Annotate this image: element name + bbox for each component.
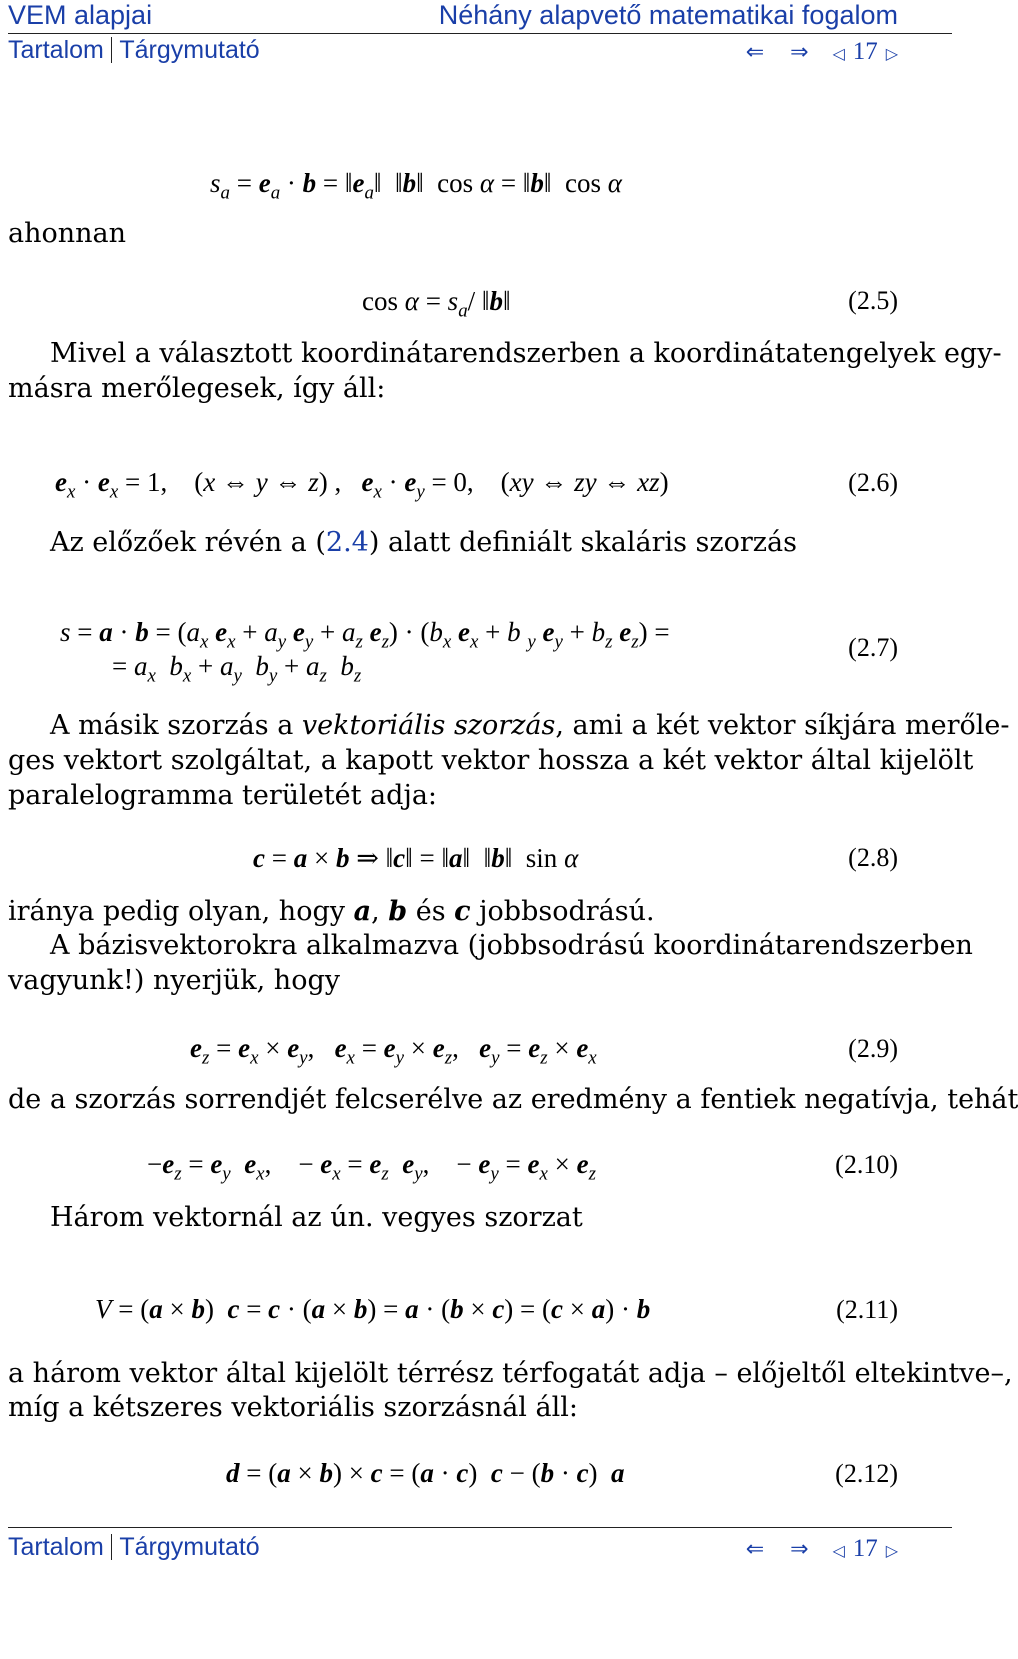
equation-negative-basis: $-e_z = e_y$ $e_x$, − $e_x = e_z$ $e_y$, − $e_y = e_x \times e_z$ [147,1149,596,1185]
contents-link-bottom[interactable]: Tartalom [8,1533,104,1561]
paragraph-triple-product: Három vektornál az ún. vegyes szorzat [50,1202,583,1233]
index-link-bottom[interactable]: Tárgymutató [119,1533,260,1561]
equation-scalar-expansion-line2: = $a_x$ $b_x + a_y$ $b_y + a_z$ $b_z$ [112,651,362,687]
top-nav-links [8,36,260,65]
footer-rule [8,1527,952,1528]
paragraph-order-swap: de a szorzás sorrendjét felcserélve az eredmény a fentiek negatívja, tehát [8,1084,1018,1115]
paragraph-right-handed: iránya pedig olyan, hogy a, b és c jobbsodrású. [8,896,655,927]
paragraph-right-handed-post: jobbsodrású. [470,896,655,927]
equation-number-2-10: (2.10) [835,1150,898,1179]
top-nav-arrows [746,36,898,66]
equation-number-2-6: (2.6) [848,468,898,497]
equation-number-2-12: (2.12) [835,1459,898,1488]
back-arrow-icon-bottom[interactable]: ⇐ [745,1537,765,1562]
paragraph-volume: a három vektor által kijelölt térrész térfogatát adja – előjeltől eltekintve–, [8,1358,1013,1389]
prev-page-icon-bottom[interactable]: ◁ [832,1541,845,1560]
header-rule [8,33,952,34]
paragraph-cross-product [50,708,1009,744]
contents-link[interactable]: Tartalom [8,36,104,64]
forward-arrow-icon[interactable]: ⇒ [790,40,809,65]
bottom-nav-arrows [746,1533,898,1563]
equation-number-2-9: (2.9) [848,1034,898,1063]
index-link[interactable]: Tárgymutató [119,36,260,64]
page-number: 17 [852,38,878,65]
paragraph-scalar-product [50,525,797,561]
equation-number-2-8: (2.8) [848,843,898,872]
paragraph-scalar-product-post: ) alatt definiált skaláris szorzás [368,527,797,558]
bottom-nav-links [8,1533,260,1562]
paragraph-basis-vectors-cont: vagyunk!) nyerjük, hogy [8,965,340,996]
next-page-icon-bottom[interactable]: ▷ [885,1541,898,1560]
equation-triple-product: V = (a × b) c = c · (a × b) = a · (b × c) = (c × a) · b [95,1294,651,1324]
equation-number-2-7: (2.7) [848,633,898,662]
paragraph-volume-cont: míg a kétszeres vektoriális szorzásnál áll: [8,1392,578,1423]
equation-reference-link[interactable]: 2.4 [325,527,369,558]
equation-sa: $s_a = e_a \cdot b$ = $‖e_a‖$ ‖b‖ cos α = ‖b‖ cos α [210,168,622,204]
back-arrow-icon[interactable]: ⇐ [745,40,765,65]
equation-scalar-expansion-line1: $s = a \cdot b = (a_x$ $e_x + a_y$ $e_y + a_z$ $e_z) \cdot (b_x$ $e_x + b$ $_y$ $e_y + b_z$ $e_z$) = [60,617,670,653]
prev-page-icon[interactable]: ◁ [832,44,845,63]
equation-double-cross: d = (a × b) × c = (a · c) c − (b · c) a [226,1458,625,1488]
text-ahonnan: ahonnan [8,218,127,249]
equation-number-2-11: (2.11) [836,1295,898,1324]
header-left-title: VEM alapjai [8,0,153,30]
paragraph-perpendicular: Mivel a választott koordinátarendszerben a koordinátatengelyek egy- [50,338,1002,369]
next-page-icon[interactable]: ▷ [885,44,898,63]
paragraph-right-handed-pre: iránya pedig olyan, hogy [8,896,354,927]
forward-arrow-icon-bottom[interactable]: ⇒ [790,1537,809,1562]
paragraph-cross-product-line2: ges vektort szolgáltat, a kapott vektor hossza a két vektor által kijelölt [8,745,974,776]
nav-separator-bottom [111,1534,113,1560]
paragraph-perpendicular-cont: másra merőlegesek, így áll: [8,373,386,404]
nav-separator [111,37,113,63]
paragraph-cross-product-post: , ami a két vektor síkjára merőle- [555,710,1010,741]
equation-cos-alpha: $\cos \alpha = s_a/$ ‖b‖ [362,286,511,322]
equation-basis-cross: $e_z = e_x \times e_y$, $e_x = e_y \times e_z$, $e_y = e_z \times e_x$ [190,1033,597,1069]
paragraph-cross-product-pre: A másik szorzás a [50,710,302,741]
header-right-title: Néhány alapvető matematikai fogalom [438,0,898,30]
paragraph-cross-product-line3: paralelogramma területét adja: [8,780,438,811]
equation-number-2-5: (2.5) [848,286,898,315]
equation-cross-magnitude: c = a × b ⇒ ‖c‖ = ‖a‖ ‖b‖ sin α [253,843,579,873]
page-number-bottom: 17 [852,1535,878,1562]
paragraph-basis-vectors: A bázisvektorokra alkalmazva (jobbsodrású koordinátarendszerben [50,930,973,961]
equation-orthonormal: $e_x \cdot e_x = 1$, (x ⇔ y ⇔ z) , $e_x \cdot e_y = 0$, (xy ⇔ zy ⇔ xz) [55,467,669,503]
paragraph-scalar-product-pre: Az előzőek révén a ( [50,527,326,558]
paragraph-cross-product-emphasis: vektoriális szorzás [301,710,556,741]
